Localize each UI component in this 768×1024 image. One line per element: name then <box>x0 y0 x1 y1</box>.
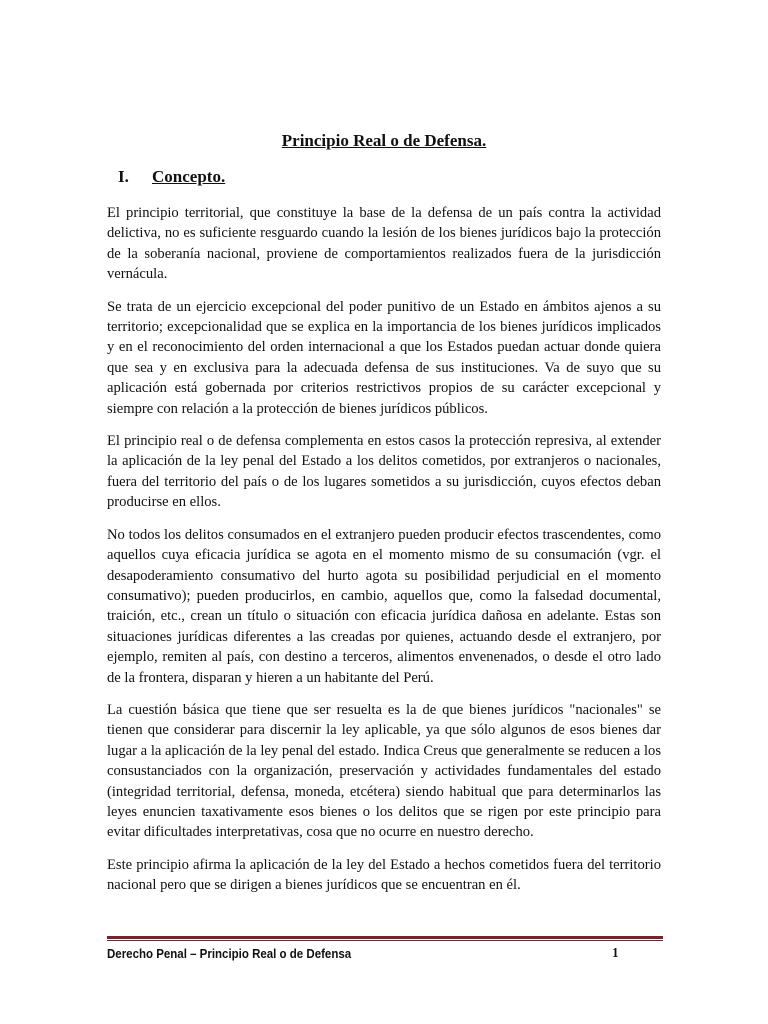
paragraph: Se trata de un ejercicio excepcional del poder punitivo de un Estado en ámbitos ajenos a su territorio; excepcionalidad que se explica en la importancia de los bienes jurídicos implicados y en el reconocimiento del orden internacional a que los Estados puedan actuar donde quiera que sea y en exclusiva para la adecuada defensa de sus instituciones. Va de suyo que su aplicación está gobernada por criterios restrictivos propios de su carácter excepcional y siempre con relación a la protección de bienes jurídicos públicos. <box>107 298 661 417</box>
document-body <box>107 203 661 908</box>
footer-rule-thin <box>107 940 663 941</box>
document-title: Principio Real o de Defensa. <box>281 131 487 150</box>
page-number: 1 <box>612 946 619 961</box>
paragraph: El principio territorial, que constituye la base de la defensa de un país contra la actividad delictiva, no es suficiente resguardo cuando la lesión de los bienes jurídicos bajo la protección de la soberanía nacional, proviene de comportamientos realizados fuera de la jurisdicción vernácula. <box>107 205 661 283</box>
paragraph: El principio real o de defensa complementa en estos casos la protección represiva, al extender la aplicación de la ley penal del Estado a los delitos cometidos, por extranjeros o nacionales, fuera del territorio del país o de los lugares sometidos a su jurisdicción, cuyos efectos deban producirse en ellos. <box>107 433 661 511</box>
footer-divider <box>107 936 663 942</box>
section-heading <box>118 165 225 189</box>
footer-rule-thick <box>107 936 663 939</box>
page-footer <box>107 945 619 963</box>
paragraph: No todos los delitos consumados en el extranjero pueden producir efectos trascendentes, como aquellos cuya eficacia jurídica se agota en el momento mismo de su consumación (vgr. el desapoderamiento consumativo del hurto agota su posibilidad perjudicial en el momento consumativo); pueden producirlos, en cambio, aquellos que, como la falsedad documental, traición, etc., crean un título o situación con eficacia jurídica dañosa en adelante. Estas son situaciones jurídicas diferentes a las creadas por quienes, actuando desde el extranjero, por ejemplo, remiten al país, con destino a terceros, alimentos envenenados, o desde el otro lado de la frontera, disparan y hieren a un habitante del Perú. <box>107 526 661 686</box>
section-number: I. <box>118 167 129 186</box>
paragraph: Este principio afirma la aplicación de la ley del Estado a hechos cometidos fuera del territorio nacional pero que se dirigen a bienes jurídicos que se encuentran en él. <box>107 856 661 894</box>
footer-title: Derecho Penal – Principio Real o de Defensa <box>107 947 352 961</box>
paragraph: La cuestión básica que tiene que ser resuelta es la de que bienes jurídicos "nacionales" se tienen que considerar para discernir la ley aplicable, ya que sólo algunos de esos bienes dar lugar a la aplicación de la ley penal del estado. Indica Creus que generalmente se reducen a los consustanciados con la organización, preservación y actividades fundamentales del estado (integridad territorial, defensa, moneda, etcétera) siendo habitual que para determinarlos las leyes enuncien taxativamente esos bienes o los delitos que se rigen por este principio para evitar dificultades interpretativas, cosa que no ocurre en nuestro derecho. <box>107 701 661 841</box>
section-title: Concepto. <box>152 167 226 186</box>
